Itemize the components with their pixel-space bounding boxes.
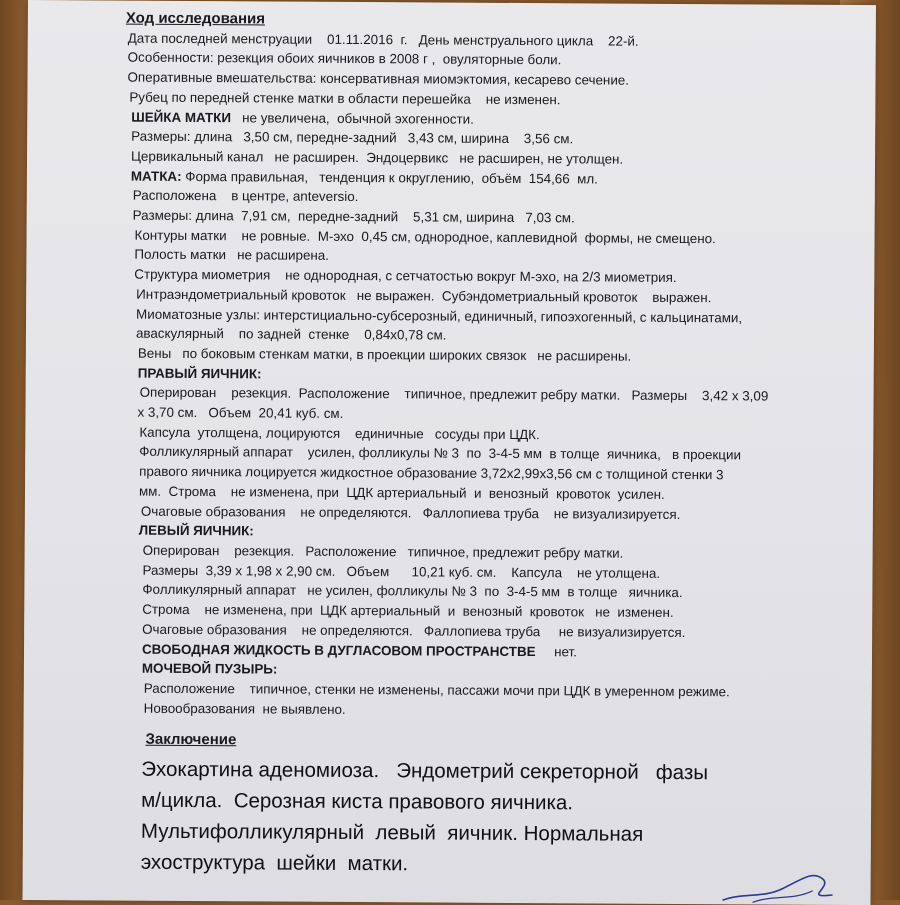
document-line: Оперирован резекция. Расположение типичное, предлежит ребру матки.: [142, 542, 624, 561]
document-line: Оперирован резекция. Расположение типичное, предлежит ребру матки. Размеры 3,42 х 3,09: [139, 385, 769, 404]
document-title: Ход исследования: [125, 9, 266, 28]
section-heading: ПРАВЫЙ ЯИЧНИК:: [137, 365, 262, 382]
conclusion-line: м/цикла. Серозная киста правового яичника.: [141, 788, 574, 815]
document-line: Фолликулярный аппарат усилен, фолликулы № 3 по 3-4-5 мм в толще яичника, в проекции: [139, 444, 741, 463]
document-line: Оперативные вмешательства: консервативная миомэктомия, кесарево сечение.: [127, 69, 630, 88]
conclusion-line: Мультифолликулярный левый яичник. Нормальная: [140, 819, 644, 846]
document-line: правого яичника лоцируется жидкостное образование 3,72х2,99х3,56 см с толщиной стенки 3: [139, 463, 724, 483]
document-line: Очаговые образования не определяются. Фаллопиева труба не визуализируется.: [142, 621, 686, 640]
document-line: мм. Строма не изменена, при ЦДК артериальный и венозный кровоток усилен.: [138, 483, 665, 502]
section-heading: ЛЕВЫЙ ЯИЧНИК:: [138, 522, 254, 539]
document-line: Рубец по передней стенке матки в области перешейка не изменен.: [129, 89, 561, 108]
document-line: Расположена в центре, anteversio.: [132, 187, 359, 205]
section-heading: МОЧЕВОЙ ПУЗЫРЬ:: [141, 660, 278, 677]
document-line: Капсула утолщена, лоцируются единичные сосуды при ЦДК.: [139, 424, 540, 442]
conclusion-line: Эхокартина аденомиоза. Эндометрий секреторной фазы: [141, 757, 709, 785]
section-heading-detail: нет.: [535, 643, 577, 659]
document-line: Размеры: длина 7,91 см, передне-задний 5,31 см, ширина 7,03 см.: [132, 207, 575, 226]
document-line: Интраэндометриальный кровоток не выражен. Субэндометриальный кровоток выражен.: [136, 286, 712, 306]
document-line: Фолликулярный аппарат не усилен, фолликулы № 3 по 3-4-5 мм в толще яичника.: [142, 582, 683, 601]
document-line: Структура миометрия не однородная, с сетчатостью вокруг М-эхо, на 2/3 миометрия.: [134, 266, 677, 286]
document-line: Полость матки не расширена.: [134, 247, 330, 264]
document-line: Вены по боковым стенкам матки, в проекции широких связок не расширены.: [137, 345, 632, 364]
document-content: [121, 9, 826, 882]
section-heading: ШЕЙКА МАТКИ: [131, 109, 232, 125]
document-line: х 3,70 см. Объем 20,41 куб. см.: [137, 404, 344, 421]
document-line: Контуры матки не ровные. М-эхо 0,45 см, однородное, каплевидной формы, не смещено.: [134, 227, 716, 246]
document-line: Размеры: длина 3,50 см, передне-задний 3,43 см, ширина 3,56 см.: [131, 128, 574, 147]
document-line: Очаговые образования не определяются. Фаллопиева труба не визуализируется.: [140, 503, 681, 522]
document-line: аваскулярный по задней стенке 0,84х0,78 см.: [135, 325, 447, 343]
findings-section: [122, 28, 826, 722]
document-line: Новообразования не выявлено.: [143, 700, 346, 717]
document-line: Размеры 3,39 х 1,98 х 2,90 см. Объем 10,21 куб. см. Капсула не утолщена.: [142, 562, 661, 581]
conclusion-text: [121, 754, 822, 882]
conclusion-line: эхоструктура шейки матки.: [140, 850, 409, 876]
conclusion-title: Заключение: [145, 731, 237, 749]
section-heading-detail: не увеличена, обычной эхогенности.: [230, 109, 474, 127]
section-heading: МАТКА:: [130, 168, 182, 184]
section-heading: СВОБОДНАЯ ЖИДКОСТЬ В ДУГЛАСОВОМ ПРОСТРАНСТВЕ: [141, 641, 536, 659]
document-line: Особенности: резекция обоих яичников в 2008 г , овуляторные боли.: [127, 50, 562, 68]
document-sheet: [23, 0, 876, 905]
section-heading-detail: Форма правильная, тенденция к округлению, объём 154,66 мл.: [181, 168, 598, 187]
document-line: Миоматозные узлы: интерстициально-субсерозный, единичный, гипоэхогенный, с кальцинатами,: [136, 306, 743, 325]
document-line: Расположение типичное, стенки не изменены, пассажи мочи при ЦДК в умеренном режиме.: [143, 680, 730, 700]
document-line: Дата последней менструации 01.11.2016 г. День менструального цикла 22-й.: [127, 30, 639, 49]
document-line: Цервикальный канал не расширен. Эндоцервикс не расширен, не утолщен.: [131, 148, 624, 167]
signature-scribble: [712, 864, 852, 905]
document-line: Строма не изменена, при ЦДК артериальный и венозный кровоток не изменен.: [142, 601, 674, 621]
